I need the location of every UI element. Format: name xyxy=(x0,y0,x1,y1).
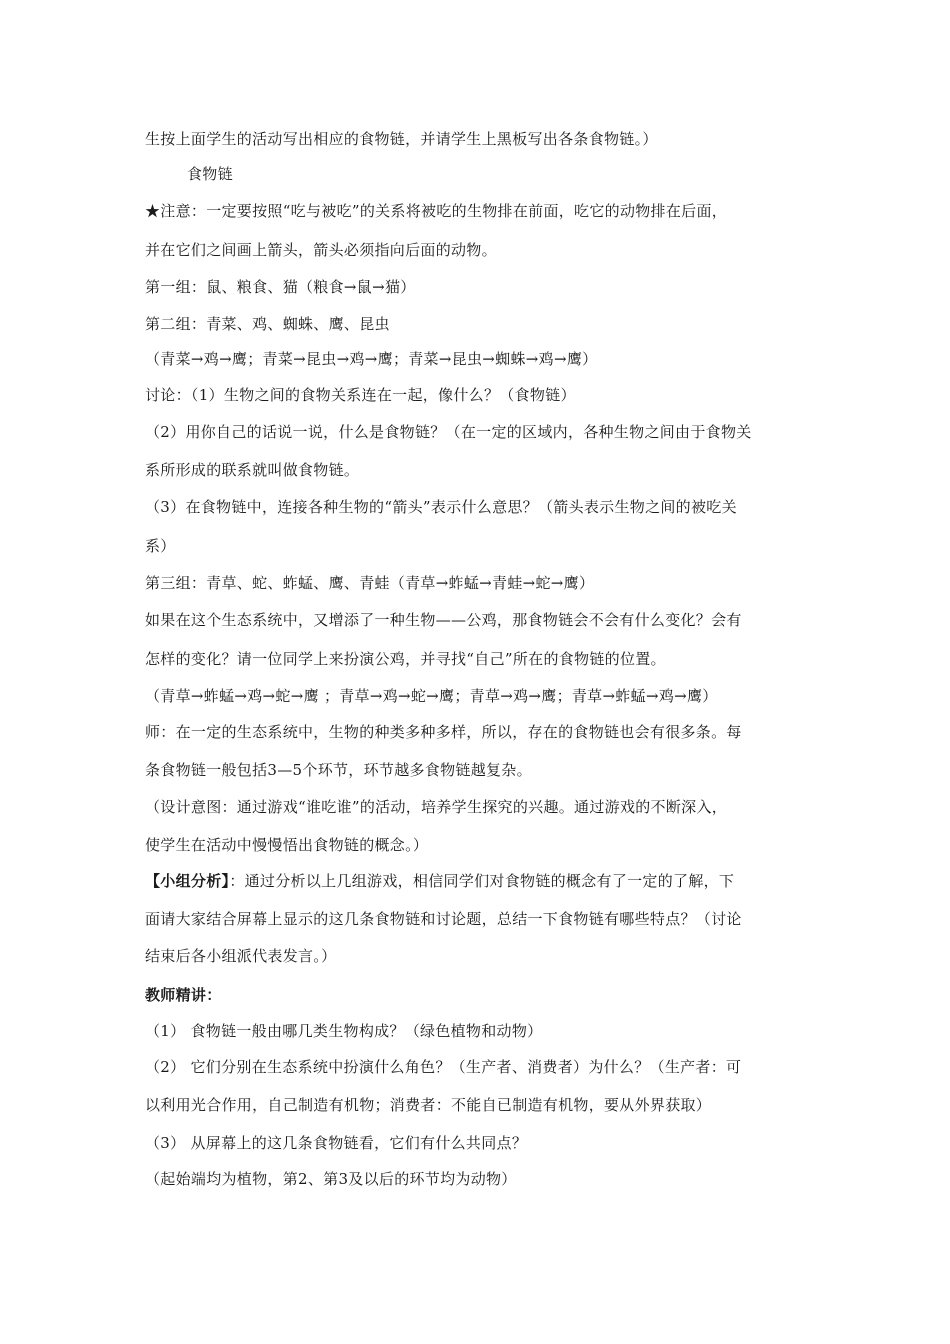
paragraph-line: 面请大家结合屏幕上显示的这几条食物链和讨论题，总结一下食物链有哪些特点？（讨论 xyxy=(145,910,742,928)
paragraph-line: 讨论：（1）生物之间的食物关系连在一起，像什么？（食物链） xyxy=(145,386,576,404)
paragraph-line: （2）用你自己的话说一说，什么是食物链？（在一定的区域内，各种生物之间由于食物关 xyxy=(145,423,752,441)
paragraph-line: （设计意图：通过游戏“谁吃谁”的活动，培养学生探究的兴趣。通过游戏的不断深入， xyxy=(145,798,728,816)
group-analysis-label: 【小组分析】 xyxy=(145,872,230,890)
teacher-explanation-heading: 教师精讲： xyxy=(145,986,222,1004)
paragraph-line-group-analysis xyxy=(145,871,734,891)
paragraph-line: （3）在食物链中，连接各种生物的“箭头”表示什么意思？（箭头表示生物之间的被吃关 xyxy=(145,498,737,516)
paragraph-line: 并在它们之间画上箭头，箭头必须指向后面的动物。 xyxy=(145,241,497,259)
section-heading-food-chain: 食物链 xyxy=(187,165,233,183)
paragraph-line: 第一组：鼠、粮食、猫（粮食→鼠→猫） xyxy=(145,278,416,296)
paragraph-line: ★注意：一定要按照“吃与被吃”的关系将被吃的生物排在前面，吃它的动物排在后面， xyxy=(145,202,728,220)
paragraph-line: 结束后各小组派代表发言。） xyxy=(145,947,337,965)
paragraph-line: 以利用光合作用，自己制造有机物；消费者：不能自已制造有机物，要从外界获取） xyxy=(145,1096,712,1114)
paragraph-line: 第二组：青菜、鸡、蜘蛛、鹰、昆虫 xyxy=(145,315,390,333)
paragraph-line: 系） xyxy=(145,537,176,555)
paragraph-line: 师：在一定的生态系统中，生物的种类多种多样，所以，存在的食物链也会有很多条。每 xyxy=(145,723,742,741)
paragraph-line: 条食物链一般包括3—5个环节，环节越多食物链越复杂。 xyxy=(145,761,532,779)
list-item: （3） 从屏幕上的这几条食物链看，它们有什么共同点？ xyxy=(145,1134,528,1152)
paragraph-line: 如果在这个生态系统中，又增添了一种生物——公鸡，那食物链会不会有什么变化？会有 xyxy=(145,611,742,629)
paragraph-line: 第三组：青草、蛇、蚱蜢、鹰、青蛙（青草→蚱蜢→青蛙→蛇→鹰） xyxy=(145,574,595,592)
paragraph-line: （青草→蚱蜢→鸡→蛇→鹰 ；青草→鸡→蛇→鹰；青草→鸡→鹰；青草→蚱蜢→鸡→鹰） xyxy=(145,687,718,705)
paragraph-line: 生按上面学生的活动写出相应的食物链，并请学生上黑板写出各条食物链。） xyxy=(145,130,658,148)
paragraph-line: 系所形成的联系就叫做食物链。 xyxy=(145,461,360,479)
list-item: （1） 食物链一般由哪几类生物构成？（绿色植物和动物） xyxy=(145,1022,543,1040)
group-analysis-text: ：通过分析以上几组游戏，相信同学们对食物链的概念有了一定的了解，下 xyxy=(229,872,735,890)
paragraph-line: 使学生在活动中慢慢悟出食物链的概念。） xyxy=(145,836,429,854)
paragraph-line: （青菜→鸡→鹰；青菜→昆虫→鸡→鹰；青菜→昆虫→蜘蛛→鸡→鹰） xyxy=(145,350,598,368)
paragraph-line: 怎样的变化？请一位同学上来扮演公鸡，并寻找“自己”所在的食物链的位置。 xyxy=(145,650,666,668)
list-item: （2） 它们分别在生态系统中扮演什么角色？（生产者、消费者）为什么？（生产者：可 xyxy=(145,1058,742,1076)
paragraph-line: （起始端均为植物，第2、第3及以后的环节均为动物） xyxy=(145,1170,517,1188)
